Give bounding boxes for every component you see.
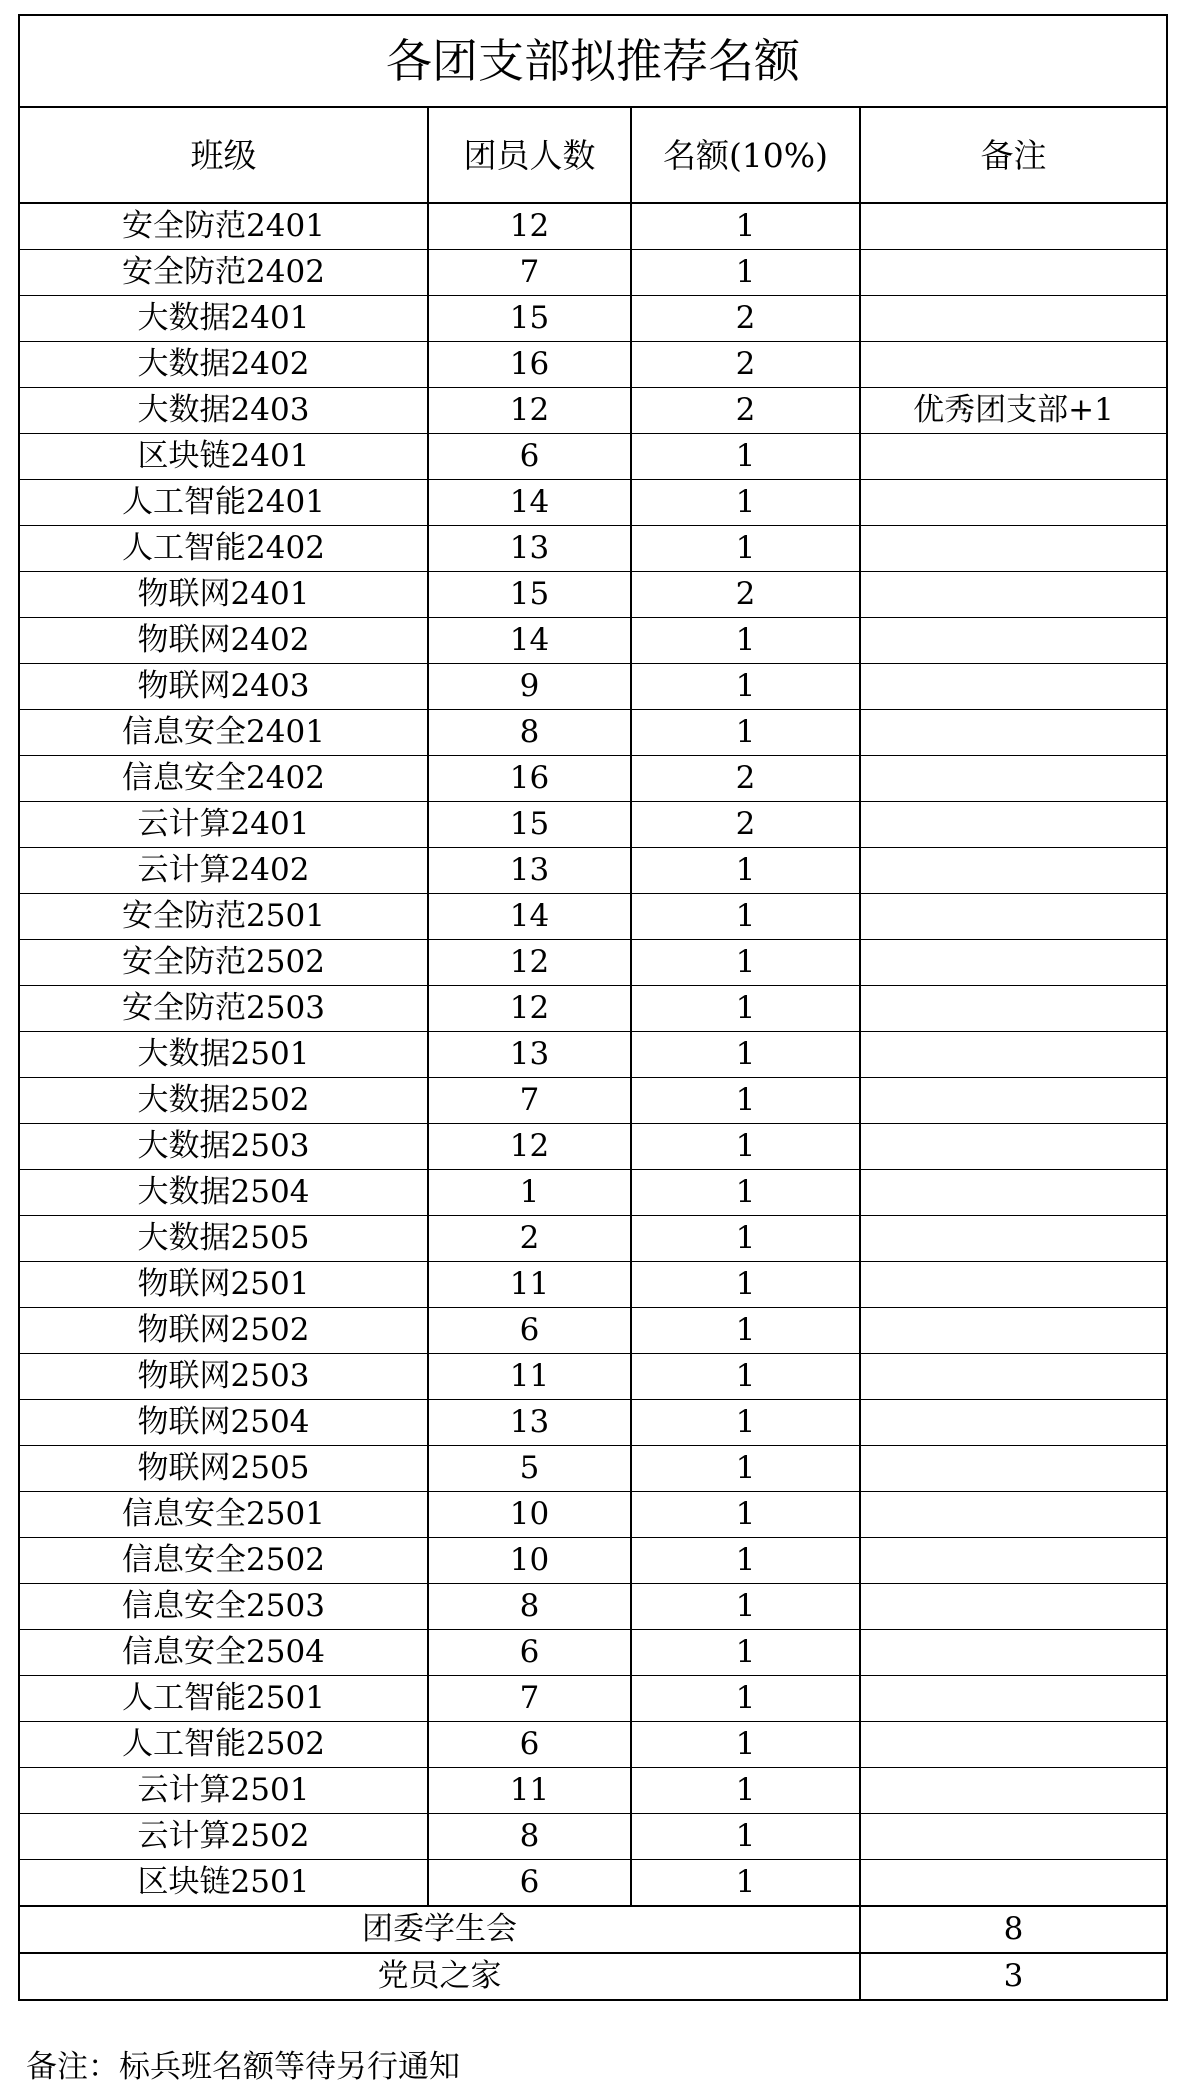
remark-cell bbox=[860, 1676, 1167, 1722]
quota-cell: 1 bbox=[631, 1722, 860, 1768]
quota-cell: 1 bbox=[631, 1078, 860, 1124]
table-row bbox=[19, 1170, 1167, 1216]
quota-cell: 1 bbox=[631, 710, 860, 756]
table-row bbox=[19, 618, 1167, 664]
quota-cell: 1 bbox=[631, 434, 860, 480]
member-count-cell: 13 bbox=[428, 848, 631, 894]
class-cell: 安全防范2501 bbox=[19, 894, 428, 940]
quota-cell: 2 bbox=[631, 296, 860, 342]
quota-cell: 1 bbox=[631, 1538, 860, 1584]
member-count-cell: 12 bbox=[428, 203, 631, 250]
table-row bbox=[19, 710, 1167, 756]
remark-cell bbox=[860, 296, 1167, 342]
member-count-cell: 10 bbox=[428, 1538, 631, 1584]
remark-cell bbox=[860, 1584, 1167, 1630]
table-row bbox=[19, 986, 1167, 1032]
table-row bbox=[19, 526, 1167, 572]
class-cell: 物联网2502 bbox=[19, 1308, 428, 1354]
quota-cell: 1 bbox=[631, 1216, 860, 1262]
remark-cell bbox=[860, 802, 1167, 848]
remark-cell bbox=[860, 756, 1167, 802]
member-count-cell: 12 bbox=[428, 940, 631, 986]
remark-cell bbox=[860, 250, 1167, 296]
member-count-cell: 6 bbox=[428, 1308, 631, 1354]
member-count-cell: 8 bbox=[428, 710, 631, 756]
quota-cell: 2 bbox=[631, 388, 860, 434]
class-cell: 云计算2501 bbox=[19, 1768, 428, 1814]
member-count-cell: 6 bbox=[428, 1630, 631, 1676]
class-cell: 人工智能2501 bbox=[19, 1676, 428, 1722]
table-row bbox=[19, 1124, 1167, 1170]
class-cell: 信息安全2501 bbox=[19, 1492, 428, 1538]
remark-cell bbox=[860, 342, 1167, 388]
class-cell: 大数据2403 bbox=[19, 388, 428, 434]
table-title: 各团支部拟推荐名额 bbox=[19, 15, 1167, 107]
member-count-cell: 7 bbox=[428, 250, 631, 296]
class-cell: 大数据2402 bbox=[19, 342, 428, 388]
table-row bbox=[19, 1538, 1167, 1584]
remark-cell bbox=[860, 1860, 1167, 1907]
table-row bbox=[19, 1722, 1167, 1768]
summary-label: 党员之家 bbox=[19, 1953, 860, 2000]
table-row bbox=[19, 1676, 1167, 1722]
member-count-cell: 12 bbox=[428, 1124, 631, 1170]
quota-cell: 2 bbox=[631, 572, 860, 618]
summary-row bbox=[19, 1906, 1167, 1953]
remark-cell bbox=[860, 1078, 1167, 1124]
remark-cell bbox=[860, 1814, 1167, 1860]
summary-value: 8 bbox=[860, 1906, 1167, 1953]
quota-cell: 1 bbox=[631, 986, 860, 1032]
table-row bbox=[19, 434, 1167, 480]
class-cell: 人工智能2402 bbox=[19, 526, 428, 572]
class-cell: 大数据2503 bbox=[19, 1124, 428, 1170]
quota-cell: 1 bbox=[631, 1860, 860, 1907]
remark-cell: 优秀团支部+1 bbox=[860, 388, 1167, 434]
header-class: 班级 bbox=[19, 107, 428, 203]
table-row bbox=[19, 1032, 1167, 1078]
table-row bbox=[19, 572, 1167, 618]
remark-cell bbox=[860, 1308, 1167, 1354]
class-cell: 物联网2505 bbox=[19, 1446, 428, 1492]
remark-cell bbox=[860, 203, 1167, 250]
class-cell: 物联网2402 bbox=[19, 618, 428, 664]
member-count-cell: 2 bbox=[428, 1216, 631, 1262]
table-row bbox=[19, 342, 1167, 388]
table-row bbox=[19, 1768, 1167, 1814]
class-cell: 安全防范2401 bbox=[19, 203, 428, 250]
class-cell: 信息安全2502 bbox=[19, 1538, 428, 1584]
quota-cell: 1 bbox=[631, 1170, 860, 1216]
member-count-cell: 1 bbox=[428, 1170, 631, 1216]
class-cell: 区块链2501 bbox=[19, 1860, 428, 1907]
table-row bbox=[19, 756, 1167, 802]
quota-cell: 1 bbox=[631, 1124, 860, 1170]
class-cell: 人工智能2502 bbox=[19, 1722, 428, 1768]
remark-cell bbox=[860, 1262, 1167, 1308]
header-remark: 备注 bbox=[860, 107, 1167, 203]
remark-cell bbox=[860, 940, 1167, 986]
table-row bbox=[19, 1400, 1167, 1446]
quota-cell: 2 bbox=[631, 756, 860, 802]
remark-cell bbox=[860, 1492, 1167, 1538]
summary-row bbox=[19, 1953, 1167, 2000]
remark-cell bbox=[860, 1630, 1167, 1676]
quota-cell: 1 bbox=[631, 1676, 860, 1722]
header-row bbox=[19, 107, 1167, 203]
remark-cell bbox=[860, 1170, 1167, 1216]
class-cell: 大数据2505 bbox=[19, 1216, 428, 1262]
member-count-cell: 13 bbox=[428, 1032, 631, 1078]
class-cell: 信息安全2503 bbox=[19, 1584, 428, 1630]
table-row bbox=[19, 388, 1167, 434]
quota-cell: 1 bbox=[631, 940, 860, 986]
table-row bbox=[19, 1630, 1167, 1676]
table-row bbox=[19, 848, 1167, 894]
quota-cell: 2 bbox=[631, 342, 860, 388]
member-count-cell: 11 bbox=[428, 1354, 631, 1400]
remark-cell bbox=[860, 434, 1167, 480]
table-row bbox=[19, 1308, 1167, 1354]
class-cell: 物联网2401 bbox=[19, 572, 428, 618]
quota-cell: 1 bbox=[631, 1814, 860, 1860]
table-row bbox=[19, 1354, 1167, 1400]
member-count-cell: 5 bbox=[428, 1446, 631, 1492]
class-cell: 大数据2501 bbox=[19, 1032, 428, 1078]
member-count-cell: 6 bbox=[428, 434, 631, 480]
table-row bbox=[19, 664, 1167, 710]
class-cell: 物联网2503 bbox=[19, 1354, 428, 1400]
summary-value: 3 bbox=[860, 1953, 1167, 2000]
member-count-cell: 15 bbox=[428, 802, 631, 848]
class-cell: 安全防范2502 bbox=[19, 940, 428, 986]
remark-cell bbox=[860, 710, 1167, 756]
quota-cell: 1 bbox=[631, 1768, 860, 1814]
remark-cell bbox=[860, 480, 1167, 526]
class-cell: 大数据2504 bbox=[19, 1170, 428, 1216]
class-cell: 云计算2502 bbox=[19, 1814, 428, 1860]
table-row bbox=[19, 250, 1167, 296]
quota-cell: 1 bbox=[631, 526, 860, 572]
member-count-cell: 15 bbox=[428, 296, 631, 342]
class-cell: 物联网2403 bbox=[19, 664, 428, 710]
member-count-cell: 11 bbox=[428, 1768, 631, 1814]
member-count-cell: 7 bbox=[428, 1078, 631, 1124]
member-count-cell: 14 bbox=[428, 480, 631, 526]
table-row bbox=[19, 940, 1167, 986]
table-row bbox=[19, 203, 1167, 250]
quota-cell: 1 bbox=[631, 1400, 860, 1446]
remark-cell bbox=[860, 664, 1167, 710]
class-cell: 区块链2401 bbox=[19, 434, 428, 480]
quota-table bbox=[18, 14, 1168, 2001]
quota-cell: 1 bbox=[631, 1446, 860, 1492]
class-cell: 信息安全2402 bbox=[19, 756, 428, 802]
quota-cell: 1 bbox=[631, 1354, 860, 1400]
table-row bbox=[19, 1078, 1167, 1124]
class-cell: 大数据2401 bbox=[19, 296, 428, 342]
member-count-cell: 12 bbox=[428, 986, 631, 1032]
table-row bbox=[19, 1492, 1167, 1538]
remark-cell bbox=[860, 572, 1167, 618]
member-count-cell: 14 bbox=[428, 894, 631, 940]
class-cell: 人工智能2401 bbox=[19, 480, 428, 526]
class-cell: 云计算2401 bbox=[19, 802, 428, 848]
summary-label: 团委学生会 bbox=[19, 1906, 860, 1953]
member-count-cell: 8 bbox=[428, 1814, 631, 1860]
remark-cell bbox=[860, 526, 1167, 572]
member-count-cell: 13 bbox=[428, 1400, 631, 1446]
class-cell: 物联网2504 bbox=[19, 1400, 428, 1446]
class-cell: 安全防范2503 bbox=[19, 986, 428, 1032]
quota-cell: 2 bbox=[631, 802, 860, 848]
remark-cell bbox=[860, 1722, 1167, 1768]
quota-cell: 1 bbox=[631, 1262, 860, 1308]
quota-cell: 1 bbox=[631, 618, 860, 664]
remark-cell bbox=[860, 1216, 1167, 1262]
quota-cell: 1 bbox=[631, 1630, 860, 1676]
remark-cell bbox=[860, 1032, 1167, 1078]
quota-cell: 1 bbox=[631, 1492, 860, 1538]
member-count-cell: 6 bbox=[428, 1722, 631, 1768]
class-cell: 云计算2402 bbox=[19, 848, 428, 894]
quota-cell: 1 bbox=[631, 1584, 860, 1630]
table-row bbox=[19, 1216, 1167, 1262]
member-count-cell: 14 bbox=[428, 618, 631, 664]
member-count-cell: 16 bbox=[428, 342, 631, 388]
table-row bbox=[19, 1814, 1167, 1860]
remark-cell bbox=[860, 1400, 1167, 1446]
class-cell: 大数据2502 bbox=[19, 1078, 428, 1124]
member-count-cell: 16 bbox=[428, 756, 631, 802]
title-row bbox=[19, 15, 1167, 107]
header-member-count: 团员人数 bbox=[428, 107, 631, 203]
remark-cell bbox=[860, 848, 1167, 894]
member-count-cell: 13 bbox=[428, 526, 631, 572]
member-count-cell: 11 bbox=[428, 1262, 631, 1308]
table-row bbox=[19, 1860, 1167, 1907]
quota-cell: 1 bbox=[631, 1032, 860, 1078]
table-row bbox=[19, 296, 1167, 342]
quota-cell: 1 bbox=[631, 848, 860, 894]
member-count-cell: 8 bbox=[428, 1584, 631, 1630]
member-count-cell: 9 bbox=[428, 664, 631, 710]
quota-cell: 1 bbox=[631, 664, 860, 710]
remark-cell bbox=[860, 1538, 1167, 1584]
remark-cell bbox=[860, 1124, 1167, 1170]
member-count-cell: 15 bbox=[428, 572, 631, 618]
quota-cell: 1 bbox=[631, 894, 860, 940]
table-row bbox=[19, 802, 1167, 848]
table-row bbox=[19, 1584, 1167, 1630]
quota-cell: 1 bbox=[631, 250, 860, 296]
class-cell: 物联网2501 bbox=[19, 1262, 428, 1308]
member-count-cell: 6 bbox=[428, 1860, 631, 1907]
quota-cell: 1 bbox=[631, 480, 860, 526]
remark-cell bbox=[860, 1354, 1167, 1400]
remark-cell bbox=[860, 618, 1167, 664]
class-cell: 信息安全2504 bbox=[19, 1630, 428, 1676]
table-row bbox=[19, 480, 1167, 526]
member-count-cell: 7 bbox=[428, 1676, 631, 1722]
remark-cell bbox=[860, 894, 1167, 940]
quota-cell: 1 bbox=[631, 203, 860, 250]
member-count-cell: 12 bbox=[428, 388, 631, 434]
class-cell: 安全防范2402 bbox=[19, 250, 428, 296]
table-row bbox=[19, 1446, 1167, 1492]
remark-cell bbox=[860, 1768, 1167, 1814]
header-quota: 名额(10%) bbox=[631, 107, 860, 203]
class-cell: 信息安全2401 bbox=[19, 710, 428, 756]
table-row bbox=[19, 1262, 1167, 1308]
table-row bbox=[19, 894, 1167, 940]
footnote: 备注：标兵班名额等待另行通知 bbox=[26, 2049, 460, 2085]
quota-cell: 1 bbox=[631, 1308, 860, 1354]
member-count-cell: 10 bbox=[428, 1492, 631, 1538]
remark-cell bbox=[860, 986, 1167, 1032]
remark-cell bbox=[860, 1446, 1167, 1492]
